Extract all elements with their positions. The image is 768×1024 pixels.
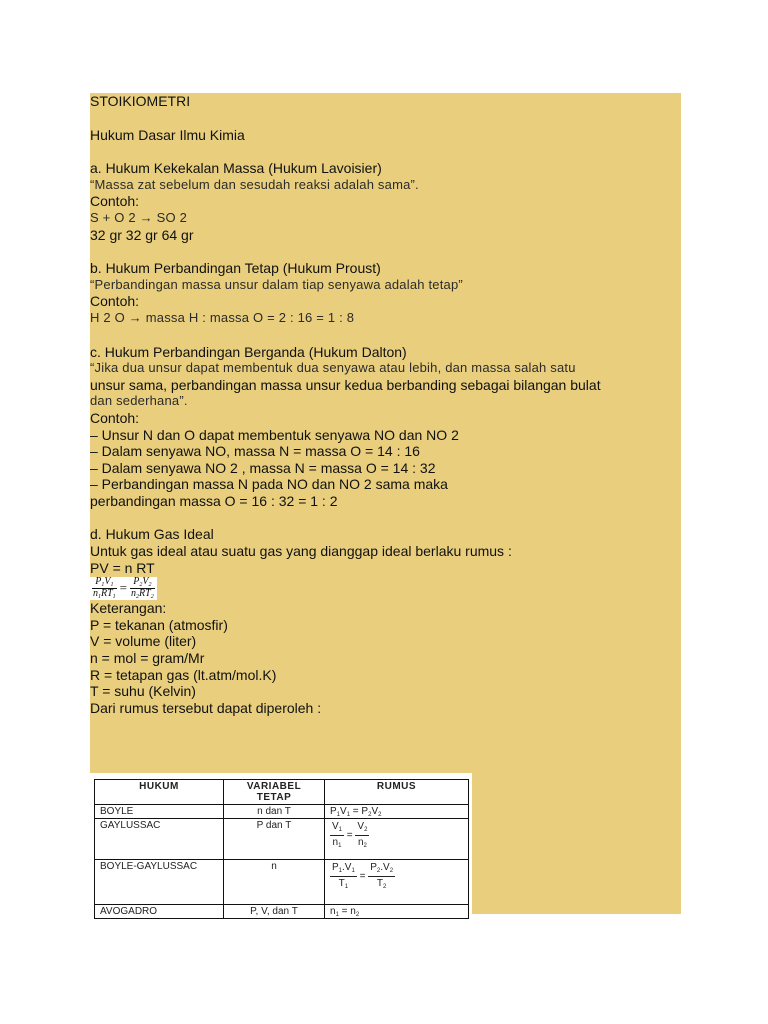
formula-fraction-right: $\frac{P_2V_2}{n_2RT_2}$ [131,576,154,601]
cell-hukum: GAYLUSSAC [95,819,224,860]
gas-law-table-image [90,773,472,918]
header-variabel: VARIABEL TETAP [224,780,325,805]
section-d-item: T = suhu (Kelvin) [90,683,196,700]
cell-rumus-boyle: $P_1V_1 = P_2V_2$ [325,805,469,819]
section-c-quote-1: “Jika dua unsur dapat membentuk dua senyawa atau lebih, dan massa salah satu [90,360,576,376]
cell-variabel: P dan T [224,819,325,860]
table-row [95,905,469,919]
table-header-row [95,780,469,805]
cell-hukum: BOYLE [95,805,224,819]
section-c-item: – Dalam senyawa NO 2 , massa N = massa O = 14 : 32 [90,459,436,476]
section-c-item: – Unsur N dan O dapat membentuk senyawa NO dan NO 2 [90,426,459,443]
section-b-example: H 2 O → massa H : massa O = 2 : 16 = 1 : 8 [90,309,355,325]
header-rumus: RUMUS [325,780,469,805]
cell-rumus-boyle-gaylussac: $\frac{P_1.V_1}{T_1}$ = $\frac{P_2.V_2}{T_2}$ [325,860,469,905]
subtitle: Hukum Dasar Ilmu Kimia [90,126,245,143]
table-row [95,819,469,860]
section-c-quote-3: dan sederhana”. [90,393,188,409]
section-d-heading: d. Hukum Gas Ideal [90,526,214,543]
table-row [95,860,469,905]
document-content [90,93,630,716]
formula-fraction-left: $\frac{P_1V_1}{n_1RT_1}$ [93,576,116,601]
section-c-item: perbandingan massa O = 16 : 32 = 1 : 2 [90,492,338,509]
page-title: STOIKIOMETRI [90,93,191,109]
section-b-quote: “Perbandingan massa unsur dalam tiap senyawa adalah tetap” [90,276,463,292]
section-d-formula: PV = n RT [90,559,155,576]
section-c-heading: c. Hukum Perbandingan Berganda (Hukum Dalton) [90,343,407,360]
cell-variabel: n dan T [224,805,325,819]
section-d-item: n = mol = gram/Mr [90,650,205,667]
section-d-closing: Dari rumus tersebut dapat diperoleh : [90,699,322,716]
gas-law-table [94,779,469,919]
section-c-contoh: Contoh: [90,409,140,426]
section-d-item: P = tekanan (atmosfir) [90,616,228,633]
cell-rumus-avogadro: $n_1 = n_2$ [325,905,469,919]
ideal-gas-ratio-formula: $\frac{P_1V_1}{n_1RT_1}$ = $\frac{P_2V_2}{n_2RT_2}$ [90,577,157,600]
section-b-heading: b. Hukum Perbandingan Tetap (Hukum Proust) [90,260,381,277]
section-c-quote-2: unsur sama, perbandingan massa unsur kedua berbanding sebagai bilangan bulat [90,376,601,393]
cell-variabel: P, V, dan T [224,905,325,919]
section-a-masses: 32 gr 32 gr 64 gr [90,226,194,243]
section-d-item: R = tetapan gas (lt.atm/mol.K) [90,666,277,683]
section-a-reaction: S + O 2 → SO 2 [90,209,188,225]
section-d-intro: Untuk gas ideal atau suatu gas yang dianggap ideal berlaku rumus : [90,543,512,560]
cell-rumus-gaylussac: $\frac{V_1}{n_1}$ = $\frac{V_2}{n_2}$ [325,819,469,860]
section-c-item: – Dalam senyawa NO, massa N = massa O = 14 : 16 [90,443,420,460]
section-a-heading: a. Hukum Kekekalan Massa (Hukum Lavoisier) [90,160,382,177]
cell-hukum: AVOGADRO [95,905,224,919]
cell-hukum: BOYLE-GAYLUSSAC [95,860,224,905]
section-c-item: – Perbandingan massa N pada NO dan NO 2 sama maka [90,476,448,493]
header-hukum: HUKUM [95,780,224,805]
section-a-quote: “Massa zat sebelum dan sesudah reaksi adalah sama”. [90,176,419,192]
table-row [95,805,469,819]
section-d-keterangan: Keterangan: [90,600,167,617]
section-b-contoh: Contoh: [90,293,140,310]
section-d-item: V = volume (liter) [90,633,197,650]
section-a-contoh: Contoh: [90,193,140,210]
cell-variabel: n [224,860,325,905]
